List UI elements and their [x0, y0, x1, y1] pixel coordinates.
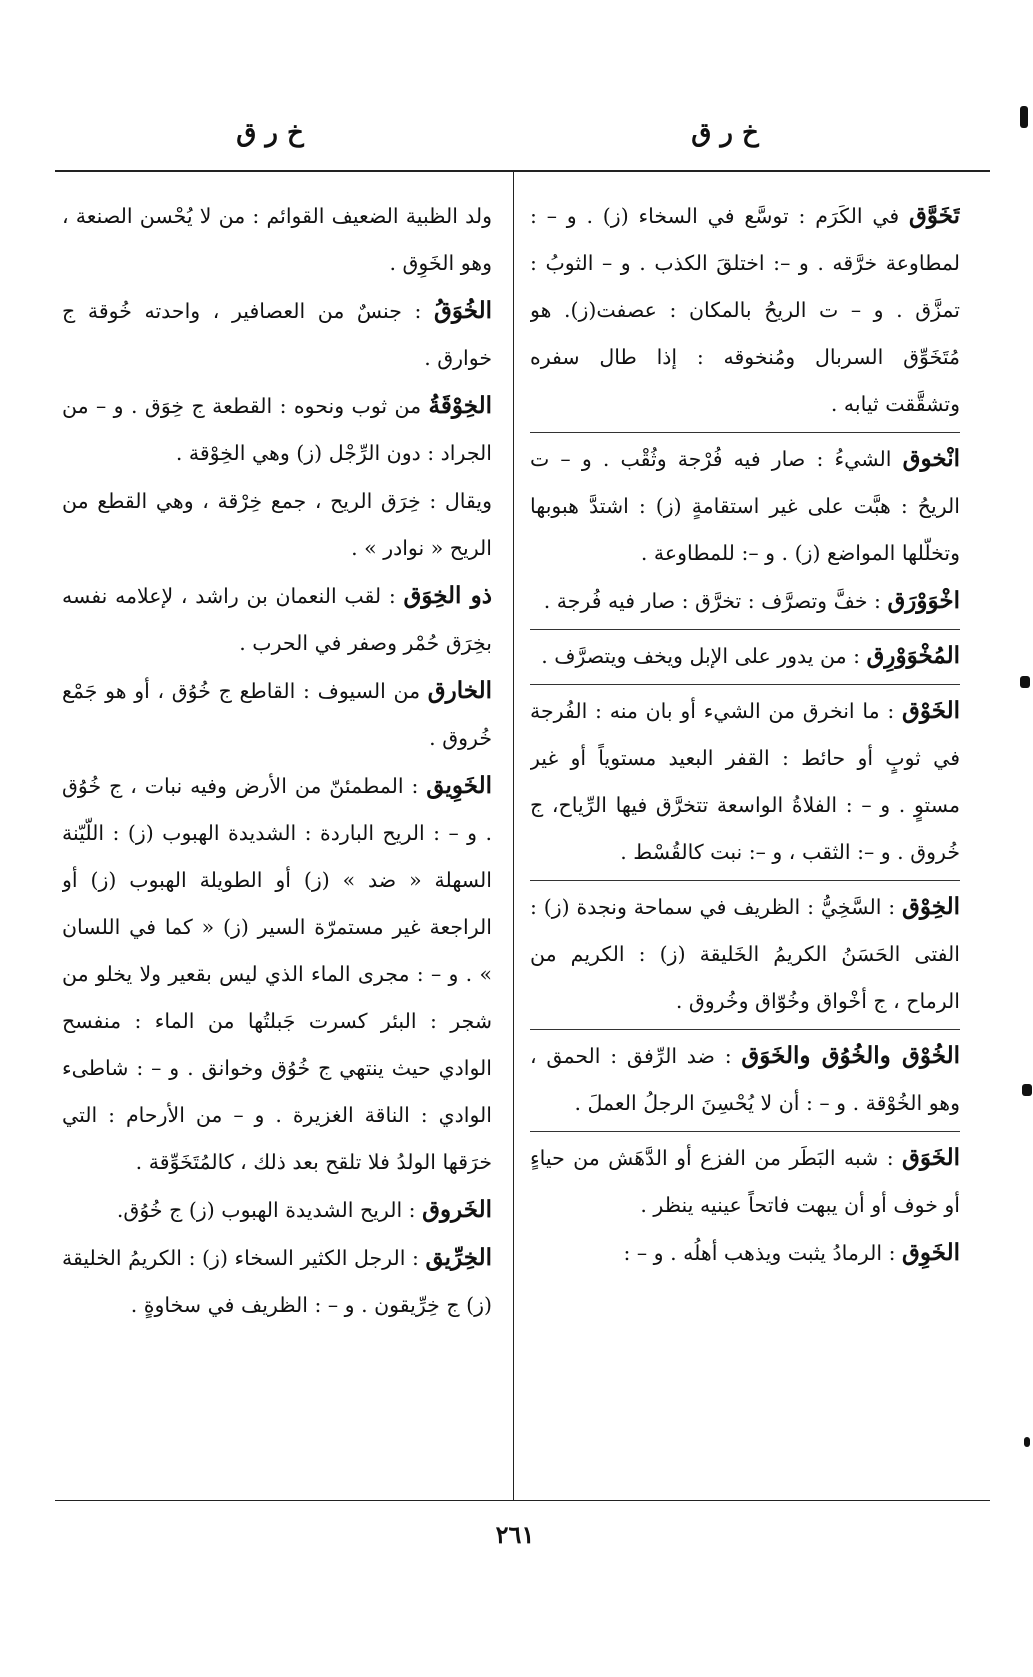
entry-headword: المُخْوَوْرِق — [866, 642, 960, 669]
entry-definition: من ثوب ونحوه : القطعة ج خِوَق . و – من الجراد : دون الرِّجْل (ز) وهي الخِوْقة . — [62, 394, 492, 465]
entry-definition: : ما انخرق من الشيء أو بان منه : الفُرجة في ثوبٍ أو حائط : القفر البعيد مستوياً أو غير مستوٍ . و – : الفلاةُ الواسعة تتخرَّق فيها الرِّياح، ج خُروق . و –: الثقب ، و –: نبت كالقُسْط . — [530, 699, 960, 864]
dictionary-entry — [530, 629, 960, 680]
column-divider — [513, 170, 514, 1500]
entry-definition: : جنسٌ من العصافير ، واحدته خُوقة ج خوارق . — [62, 299, 492, 370]
dictionary-entry — [62, 762, 492, 1186]
entry-definition: : المطمئنّ من الأرض وفيه نبات ، ج خُوُق . و – : الريح الباردة : الشديدة الهبوب (ز) : اللّيّنة السهلة « ضد » (ز) أو الطويلة الهبوب (ز) أو الراجعة غير مستمرّة السير (ز) « كما في اللسان » . و – : مجرى الماء الذي ليس بقعير ولا يخلو من شجر : البئر كسرت جَبلتُها من الماء : منفسح الوادي حيث ينتهي ج خُوُق وخوانق . و – : شاطىء الوادي : الناقة الغزيرة . و – من الأرحام : التي خرَقها الولدُ فلا تلقح بعد ذلك ، كالمُتَخَوِّقة . — [62, 774, 492, 1174]
entry-headword: انْخوق — [902, 445, 960, 472]
margin-mark — [1024, 1437, 1030, 1447]
entry-headword: الخَوْق — [902, 697, 960, 724]
entry-headword: اخْوَوْرَق — [887, 587, 960, 614]
top-rule — [55, 170, 990, 172]
entry-headword: الخِرِّيق — [425, 1244, 492, 1271]
dictionary-entry — [530, 432, 960, 577]
entry-definition: : شبه البَطَر من الفزع أو الدَّهَش من حياءٍ أو خوف أو أن يبهت فاتحاً عينيه ينظر . — [530, 1146, 960, 1217]
entry-definition: : الرجل الكثير السخاء (ز) : الكريمُ الخليقة (ز) ج خِرِّيقون . و – : الظريف في سخاوةٍ . — [62, 1246, 492, 1317]
entry-headword: الخارق — [427, 677, 492, 704]
entry-headword: الخَوِق — [902, 1239, 960, 1266]
page-number: ٢٦١ — [495, 1520, 535, 1549]
entry-definition: من السيوف : القاطع ج خُوُق ، أو هو جَمْع خُروق . — [62, 679, 492, 750]
left-column-header: خ ر ق — [236, 118, 304, 148]
margin-mark — [1022, 1084, 1032, 1096]
right-column — [530, 192, 960, 1492]
entry-definition: في الكَرَم : توسَّع في السخاء (ز) . و – : لمطاوعة خرَّقه . و –: اختلقَ الكذب . و – الثوبُ : تمزَّق . و – ت الريحُ بالمكان : عصفت(ز). هو مُتَخَوِّق السربال ومُنخوقه : إذا طال سفره وتشقَّقت ثيابه . — [530, 204, 960, 416]
dictionary-entry — [62, 287, 492, 382]
entry-headword: ذو الخِوَق — [403, 582, 492, 609]
bottom-rule — [55, 1500, 990, 1501]
entry-definition: : الريح الشديدة الهبوب (ز) ج خُوُق. — [116, 1198, 423, 1222]
dictionary-entry — [62, 192, 492, 287]
dictionary-entry — [530, 1131, 960, 1229]
entry-headword: الخِوْق — [902, 893, 960, 920]
entry-headword: الخَروق — [422, 1196, 492, 1223]
dictionary-entry — [62, 667, 492, 762]
entry-headword: الخُوَقُ — [434, 297, 492, 324]
dictionary-entry — [62, 572, 492, 667]
dictionary-entry — [530, 577, 960, 625]
entry-definition: : خفَّ وتصرَّف : تخرَّق : صار فيه فُرجة . — [543, 589, 888, 613]
entry-definition: ولد الظبية الضعيف القوائم : من لا يُحْسن الصنعة ، وهو الخَوِق . — [62, 204, 492, 275]
dictionary-entry — [530, 1229, 960, 1277]
margin-mark — [1020, 106, 1028, 128]
entry-headword: الخُوْق والخُوُق والخَوَق — [741, 1042, 960, 1069]
entry-definition: الشيءُ : صار فيه فُرْجة وثُقْب . و – ت الريحُ : هبَّت على غير استقامةٍ (ز) : اشتدَّ هبوبها وتخلّلها المواضع (ز) . و –: للمطاوعة . — [530, 447, 960, 565]
entry-definition: ويقال : خِرَق الريح ، جمع خِرْقة ، وهي القطع من الريح « نوادر » . — [62, 489, 492, 560]
dictionary-entry — [62, 477, 492, 572]
dictionary-entry — [62, 1186, 492, 1234]
entry-definition: : من يدور على الإبل ويخف ويتصرَّف . — [541, 644, 867, 668]
right-column-header: خ ر ق — [691, 118, 759, 148]
dictionary-entry — [530, 1029, 960, 1127]
entry-headword: الخَوِيق — [426, 772, 492, 799]
entry-definition: : ضد الرِّفق : الحمق ، وهو الخُوْقة . و – : أن لا يُحْسِنَ الرجلُ العملَ . — [530, 1044, 960, 1115]
entry-definition: : السَّخِيُّ : الظريف في سماحة ونجدة (ز) : الفتى الحَسَنُ الكريمُ الخَليقة (ز) : الكريم من الرماح ، ج أخْواق وخُوّاق وخُروق . — [530, 895, 960, 1013]
dictionary-entry — [530, 192, 960, 428]
dictionary-entry — [62, 1234, 492, 1329]
entry-headword: الخِوْقَةُ — [428, 392, 492, 419]
dictionary-entry — [530, 684, 960, 876]
entry-definition: : لقب النعمان بن راشد ، لإعلامه نفسه بخِرَق حُمْر وصفر في الحرب . — [62, 584, 492, 655]
margin-mark — [1020, 676, 1030, 688]
dictionary-entry — [530, 880, 960, 1025]
entry-headword: تَخَوَّق — [909, 202, 960, 229]
entry-headword: الخَوَق — [902, 1144, 960, 1171]
entry-definition: : الرمادُ يثبت ويذهب أهلُه . و – : — [623, 1241, 903, 1265]
dictionary-entry — [62, 382, 492, 477]
left-column — [62, 192, 492, 1492]
